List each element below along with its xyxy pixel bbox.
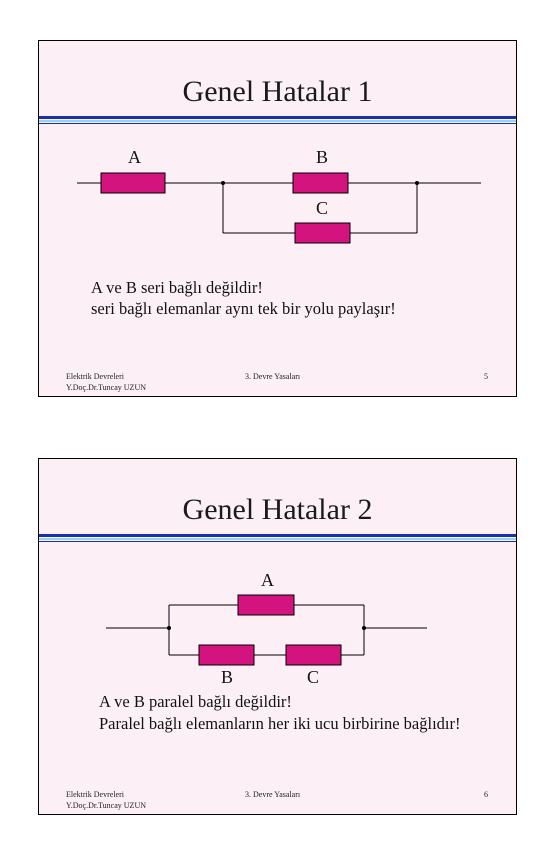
footer-topic: 3. Devre Yasaları	[245, 372, 301, 381]
resistor-c	[295, 223, 350, 243]
label-b: B	[316, 147, 329, 167]
footer-author: Y.Doç.Dr.Tuncay UZUN	[66, 383, 146, 392]
page-number: 5	[484, 372, 488, 381]
slide-title: Genel Hatalar 1	[182, 75, 373, 108]
label-c: C	[316, 198, 329, 218]
resistor-c	[286, 645, 341, 665]
resistor-b	[199, 645, 254, 665]
footer-author: Y.Doç.Dr.Tuncay UZUN	[66, 801, 146, 810]
label-c: C	[307, 667, 320, 687]
footer-course: Elektrik Devreleri	[66, 372, 124, 381]
resistor-b	[293, 173, 348, 193]
circuit-diagram-1	[39, 41, 518, 261]
footer-course-info	[66, 789, 146, 811]
label-a: A	[128, 147, 141, 167]
slide-title: Genel Hatalar 2	[182, 493, 373, 526]
junction-node	[362, 626, 366, 630]
resistor-a	[238, 595, 294, 615]
junction-node	[167, 626, 171, 630]
label-a: A	[261, 570, 274, 590]
note-line-1: A ve B paralel bağlı değildir!	[99, 692, 292, 711]
footer-course-info	[66, 371, 146, 393]
circuit-diagram-2	[39, 459, 518, 689]
note-line-1: A ve B seri bağlı değildir!	[91, 278, 263, 297]
junction-node	[415, 181, 419, 185]
page-number: 6	[484, 790, 488, 799]
footer-course: Elektrik Devreleri	[66, 790, 124, 799]
note-line-2: Paralel bağlı elemanların her iki ucu birbirine bağlıdır!	[99, 714, 461, 733]
note-line-2: seri bağlı elemanlar aynı tek bir yolu paylaşır!	[91, 299, 396, 318]
junction-node	[221, 181, 225, 185]
slide-1	[38, 40, 517, 397]
slide-2	[38, 458, 517, 815]
label-b: B	[221, 667, 234, 687]
resistor-a	[101, 173, 165, 193]
footer-topic: 3. Devre Yasaları	[245, 790, 301, 799]
